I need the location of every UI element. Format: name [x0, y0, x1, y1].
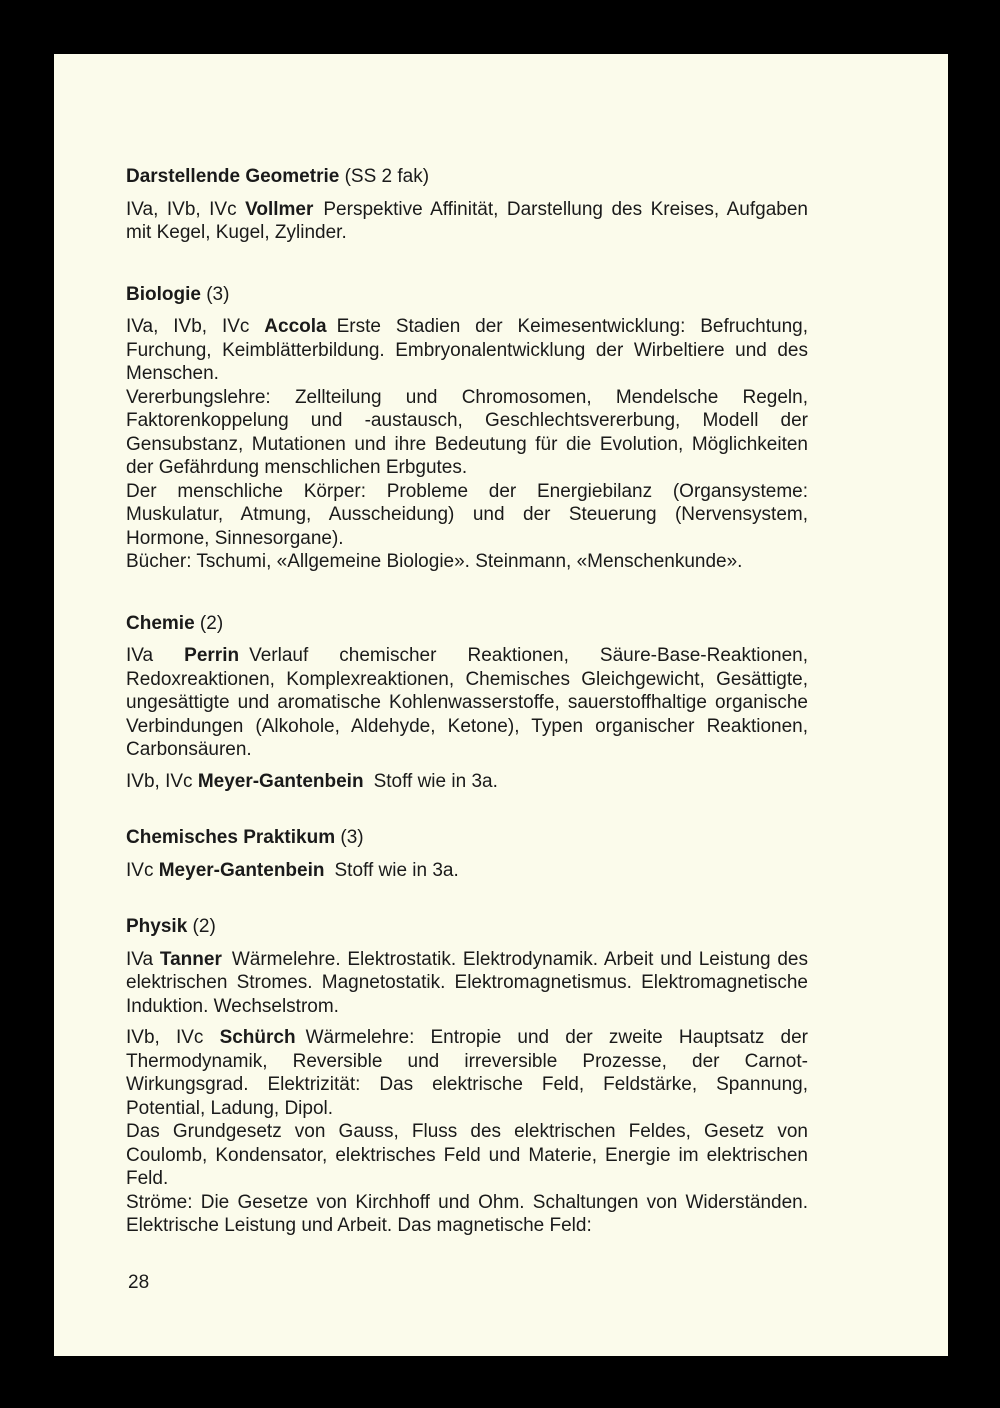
course-entry [126, 770, 808, 794]
course-paragraph: Der menschliche Körper: Probleme der Energiebilanz (Organsysteme: Muskulatur, Atmung, Ausscheidung) und der Steuerung (Nervensystem, Hormone, Sinnesorgane). [126, 480, 808, 549]
section-note: (2) [199, 612, 224, 634]
section-note: (2) [192, 916, 216, 937]
course-classes: IVa [126, 645, 154, 666]
course-description: Stoff wie in 3a. [334, 859, 459, 881]
course-classes: IVa [126, 948, 154, 970]
section-note: (3) [340, 827, 364, 848]
section-heading [126, 612, 808, 636]
course-entry [126, 198, 808, 245]
course-paragraph: Vererbungslehre: Zellteilung und Chromosomen, Mendelsche Regeln, Faktorenkoppelung und -austausch, Geschlechtsvererbung, Modell der Gensubstanz, Mutationen und ihre Bedeutung für die Evolution, Möglichkeiten der Gefährdung menschlichen Erbgutes. [126, 386, 808, 478]
teacher-name: Meyer-Gantenbein [158, 859, 325, 881]
section-heading [126, 826, 808, 850]
course-entry [126, 644, 808, 762]
course-entry [126, 1026, 808, 1238]
teacher-name: Accola [264, 316, 327, 337]
course-paragraph: Ströme: Die Gesetze von Kirchhoff und Ohm. Schaltungen von Widerständen. Elektrische Leistung und Arbeit. Das magnetische Feld: [126, 1191, 808, 1236]
course-description: Erste Stadien der Keimesentwicklung: Befruchtung, Furchung, Keimblätterbildung. Embryonalentwicklung der Wirbeltiere und des Menschen. [126, 316, 808, 384]
course-paragraph: Bücher: Tschumi, «Allgemeine Biologie». Steinmann, «Menschenkunde». [126, 551, 743, 572]
section-heading [126, 915, 808, 939]
page-number: 28 [128, 1272, 150, 1293]
course-classes: IVa, IVb, IVc [126, 316, 250, 337]
course-entry [126, 859, 808, 883]
course-classes: IVb, IVc [126, 1027, 204, 1048]
teacher-name: Perrin [184, 645, 240, 666]
course-description: Wärmelehre. Elektrostatik. Elektrodynamik. Arbeit und Leistung des elektrischen Stromes. Magnetostatik. Elektromagnetismus. Elektromagnetische Induktion. Wechselstrom. [126, 948, 808, 1017]
section-note: (SS 2 fak) [344, 166, 430, 187]
section-title: Darstellende Geometrie [126, 166, 340, 187]
course-entry [126, 948, 808, 1019]
course-classes: IVc [126, 859, 154, 881]
section-heading [126, 283, 808, 307]
teacher-name: Vollmer [245, 198, 314, 220]
course-classes: IVb, IVc [126, 770, 193, 792]
course-paragraph: Das Grundgesetz von Gauss, Fluss des elektrischen Feldes, Gesetz von Coulomb, Kondensator, elektrisches Feld und Materie, Energie im elektrischen Feld. [126, 1121, 808, 1189]
section-title: Biologie [126, 283, 201, 305]
course-description: Perspektive Affinität, Darstellung des Kreises, Aufgaben mit Kegel, Kugel, Zylinder. [126, 198, 808, 243]
section-title: Physik [126, 916, 188, 937]
course-description: Verlauf chemischer Reaktionen, Säure-Base-Reaktionen, Redoxreaktionen, Komplexreaktionen, Chemisches Gleichgewicht, Gesättigte, ungesättigte und aromatische Kohlenwasserstoffe, sauerstoffhaltige organische Verbindungen (Alkohole, Aldehyde, Ketone), Typen organischer Reaktionen, Carbonsäuren. [126, 645, 808, 760]
section-title: Chemisches Praktikum [126, 827, 336, 848]
course-description: Stoff wie in 3a. [373, 770, 498, 792]
teacher-name: Tanner [159, 948, 222, 970]
section-title: Chemie [126, 612, 195, 634]
teacher-name: Meyer-Gantenbein [197, 770, 364, 792]
section-note: (3) [206, 283, 230, 305]
page-content [126, 165, 808, 1246]
course-classes: IVa, IVb, IVc [126, 198, 237, 220]
document-page [54, 54, 948, 1356]
teacher-name: Schürch [219, 1027, 296, 1048]
section-heading [126, 165, 808, 189]
course-entry [126, 315, 808, 574]
course-description: Wärmelehre: Entropie und der zweite Hauptsatz der Thermodynamik, Reversible und irreversible Prozesse, der Carnot-Wirkungsgrad. Elektrizität: Das elektrische Feld, Feldstärke, Spannung, Potential, Ladung, Dipol. [126, 1027, 809, 1119]
